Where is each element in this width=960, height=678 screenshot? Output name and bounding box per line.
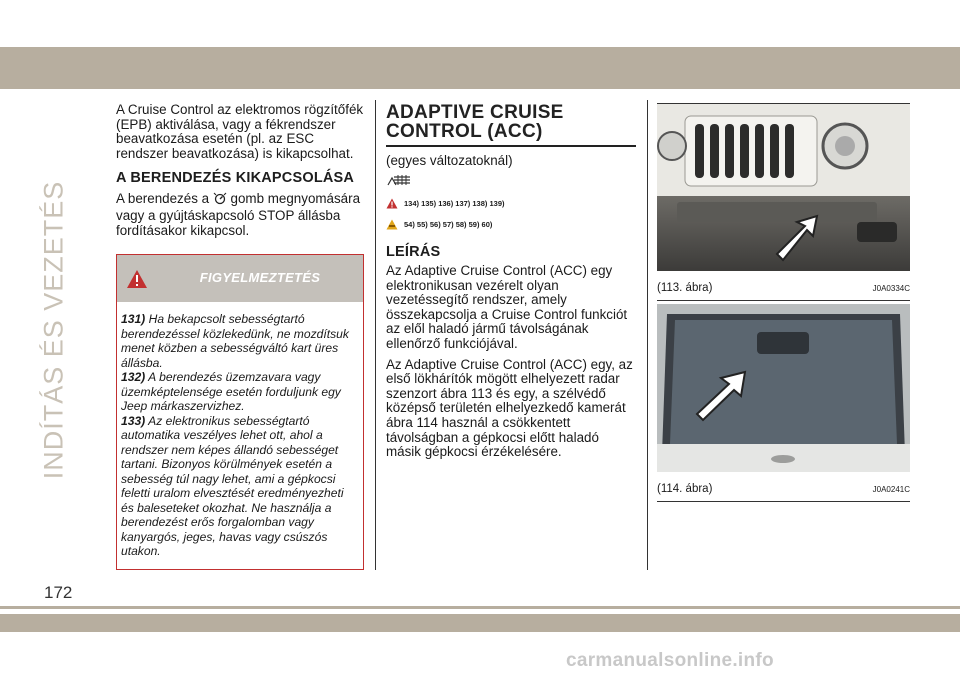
page-number: 172 [44, 583, 73, 602]
caution-icon [386, 219, 398, 230]
figure-113-caption [657, 282, 910, 294]
description-paragraph: Az Adaptive Cruise Control (ACC) egy elektronikusan vezérelt olyan vezetéssegítő rendszer, amely összekapcsolja a Cruise Control funkciót az elől haladó jármű távolságának ellenőrző funkciójával. [386, 263, 628, 351]
watermark: carmanualsonline.info [566, 650, 774, 671]
warning-item [121, 414, 359, 559]
warning-text: A berendezés üzemzavara vagy üzemképtelensége esetén forduljunk egy Jeep márkaszervizhez. [121, 370, 341, 414]
header-band [0, 47, 960, 89]
caution-refs-row [386, 219, 636, 230]
chapter-heading [386, 103, 636, 141]
section-heading: A BERENDEZÉS KIKAPCSOLÁSA [116, 170, 355, 187]
figure-114-image [657, 304, 910, 477]
warning-refs: 134) 135) 136) 137) 138) 139) [404, 199, 505, 208]
side-chapter-title: INDÍTÁS ÉS VEZETÉS [38, 180, 69, 480]
warning-title: FIGYELMEZTETÉS [199, 270, 321, 286]
caption-rule [657, 501, 910, 502]
warning-header [117, 255, 363, 302]
heading-line: ADAPTIVE CRUISE [386, 102, 564, 123]
caption-rule [657, 300, 910, 301]
cruise-control-icon [213, 192, 227, 209]
paragraph-text: gomb megnyomására vagy a gyújtáskapcsoló STOP állásba fordításakor kikapcsol. [116, 191, 361, 238]
figure-label: (114. ábra) [657, 483, 713, 495]
description-paragraph: Az Adaptive Cruise Control (ACC) egy, az első lökhárítók mögött elhelyezett radar szenzort ábra 113 és egy, a szélvédő középső területén elhelyezkedő kamerát ábra 114 használ a csökkentett távolságban a gépkocsi előtt haladó másik gépkocsi érzékelésére. [386, 356, 633, 460]
figure-113-image [657, 103, 910, 276]
column-divider [375, 100, 376, 570]
heading-line: CONTROL (ACC) [386, 121, 543, 142]
warning-number: 133) [121, 413, 146, 428]
warning-text: Az elektronikus sebességtartó automatika veszélyes lehet ott, ahol a rendszer nem képes állandó sebességet tartani. Bizonyos körülmények esetén a sebesség túl nagy lehet, ami a gépkocsi feletti uralom elvesztését eredményezheti és baleseteket okozhat. Ne használja a berendezést erős forgalomban vagy kanyargós, jeges, havas vagy csúszós utakon. [121, 413, 344, 559]
warning-icon [126, 269, 148, 294]
column-left [116, 103, 364, 570]
warning-text: Ha bekapcsolt sebességtartó berendezéssel közlekedünk, ne mozdítsuk menet közben a sebességváltó kart üres állásba. [121, 312, 349, 370]
warning-item [121, 370, 359, 414]
footer-rule [0, 606, 960, 609]
column-divider [647, 100, 648, 570]
figure-code: J0A0241C [872, 485, 910, 494]
column-middle [386, 103, 636, 460]
warning-number: 131) [121, 312, 146, 327]
heading-rule [386, 145, 636, 147]
acc-feature-icon [386, 174, 636, 193]
figure-label: (113. ábra) [657, 282, 713, 294]
figure-114-caption [657, 483, 910, 495]
warning-item [121, 312, 359, 370]
warning-icon [386, 198, 398, 209]
section-heading: LEÍRÁS [386, 244, 441, 260]
page-top-margin [0, 0, 960, 47]
warning-refs-row [386, 198, 636, 209]
paragraph-text: A berendezés a [116, 191, 210, 207]
variant-note: (egyes változatoknál) [386, 153, 513, 168]
deactivation-paragraph [116, 192, 364, 238]
warning-box [116, 254, 364, 570]
warning-number: 132) [121, 370, 146, 385]
caution-refs: 54) 55) 56) 57) 58) 59) 60) [404, 220, 493, 229]
warning-body [117, 302, 363, 569]
intro-paragraph: A Cruise Control az elektromos rögzítőfék (EPB) aktiválása, vagy a fékrendszer beavatkozása esetén (pl. az ESC rendszer beavatkozása) is kikapcsolhat. [116, 102, 364, 161]
footer-band [0, 614, 960, 632]
column-right [657, 103, 910, 502]
figure-code: J0A0334C [872, 284, 910, 293]
